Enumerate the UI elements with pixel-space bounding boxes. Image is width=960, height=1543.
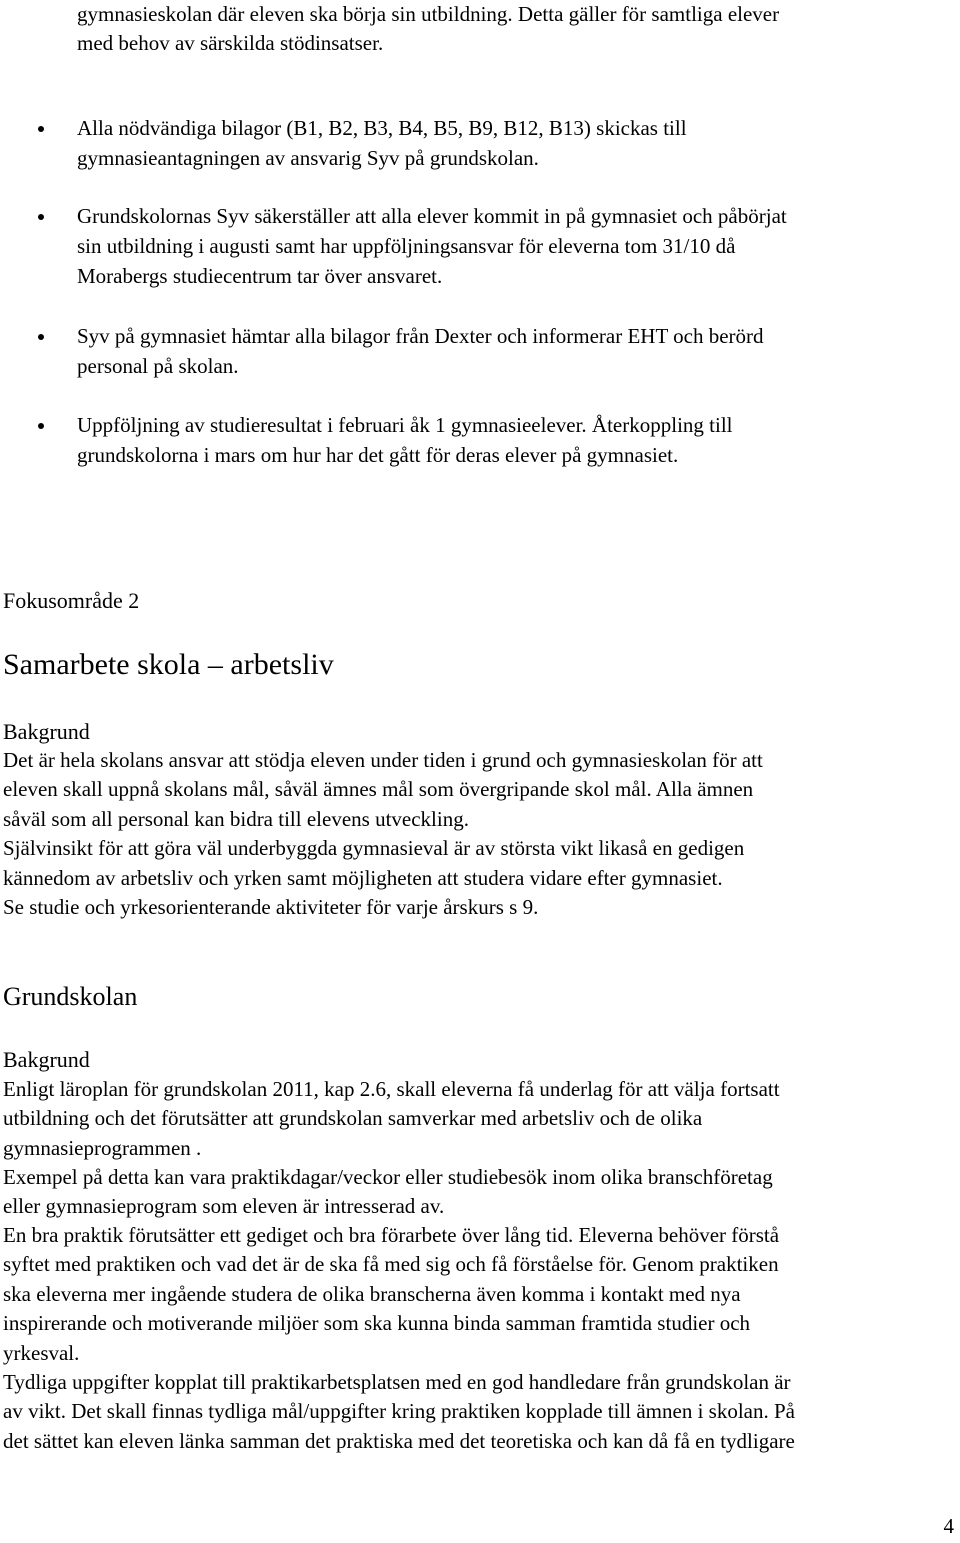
paragraph-line: av vikt. Det skall finnas tydliga mål/uppgifter kring praktiken kopplade till ämnen i skolan. På [3,1399,796,1423]
paragraph-line: utbildning och det förutsätter att grundskolan samverkar med arbetsliv och de olika [3,1106,703,1130]
paragraph-line: Självinsikt för att göra väl underbyggda gymnasieval är av största vikt likaså en gedigen [3,836,745,860]
intro-line: med behov av särskilda stödinsatser. [77,31,384,55]
paragraph-line: såväl som all personal kan bidra till elevens utveckling. [3,807,469,831]
section-title-grundskolan: Grundskolan [3,982,138,1011]
paragraph-line: Tydliga uppgifter kopplat till praktikarbetsplatsen med en god handledare från grundskolan är [3,1370,791,1394]
bullet-1-line: gymnasieantagningen av ansvarig Syv på grundskolan. [77,146,539,170]
intro-line: gymnasieskolan där eleven ska börja sin utbildning. Detta gäller för samtliga elever [77,2,780,26]
paragraph-line: eleven skall uppnå skolans mål, såväl ämnes mål som övergripande skol mål. Alla ämnen [3,777,754,801]
paragraph-line: Exempel på detta kan vara praktikdagar/veckor eller studiebesök inom olika branschföretag [3,1165,773,1189]
section-heading-bakgrund: Bakgrund [3,1047,90,1072]
paragraph-line: yrkesval. [3,1341,80,1365]
bullet-icon [38,214,44,220]
bullet-2-line: Grundskolornas Syv säkerställer att alla elever kommit in på gymnasiet och påbörjat [77,204,787,228]
paragraph-line: syftet med praktiken och vad det är de ska få med sig och få förståelse för. Genom praktiken [3,1252,779,1276]
bullet-icon [38,334,44,340]
bullet-3-line: personal på skolan. [77,354,239,378]
bullet-3-line: Syv på gymnasiet hämtar alla bilagor från Dexter och informerar EHT och berörd [77,324,764,348]
paragraph-line: inspirerande och motiverande miljöer som ska kunna binda samman framtida studier och [3,1311,751,1335]
paragraph-line: ska eleverna mer ingående studera de olika branscherna även komma i kontakt med nya [3,1282,741,1306]
bullet-2-line: Morabergs studiecentrum tar över ansvaret. [77,264,443,288]
bullet-1-line: Alla nödvändiga bilagor (B1, B2, B3, B4, B5, B9, B12, B13) skickas till [77,116,687,140]
section-heading-bakgrund: Bakgrund [3,719,90,744]
paragraph-line: Enligt läroplan för grundskolan 2011, kap 2.6, skall eleverna få underlag för att välja fortsatt [3,1077,780,1101]
bullet-2-line: sin utbildning i augusti samt har uppföljningsansvar för eleverna tom 31/10 då [77,234,736,258]
bullet-icon [38,423,44,429]
bullet-4-line: grundskolorna i mars om hur har det gått för deras elever på gymnasiet. [77,443,679,467]
paragraph-line: kännedom av arbetsliv och yrken samt möjligheten att studera vidare efter gymnasiet. [3,866,723,890]
paragraph-line: En bra praktik förutsätter ett gediget och bra förarbete över lång tid. Eleverna behöver förstå [3,1223,780,1247]
bullet-4-line: Uppföljning av studieresultat i februari åk 1 gymnasieelever. Återkoppling till [77,413,733,437]
focus-area-title: Samarbete skola – arbetsliv [3,648,334,681]
focus-area-label: Fokusområde 2 [3,588,140,613]
page-number: 4 [943,1514,954,1538]
paragraph-line: det sättet kan eleven länka samman det praktiska med det teoretiska och kan då få en tydligare [3,1429,795,1453]
bullet-icon [38,126,44,132]
paragraph-line: gymnasieprogrammen . [3,1136,202,1160]
paragraph-line: eller gymnasieprogram som eleven är intresserad av. [3,1194,445,1218]
paragraph-line: Se studie och yrkesorienterande aktiviteter för varje årskurs s 9. [3,895,539,919]
paragraph-line: Det är hela skolans ansvar att stödja eleven under tiden i grund och gymnasieskolan för att [3,748,763,772]
